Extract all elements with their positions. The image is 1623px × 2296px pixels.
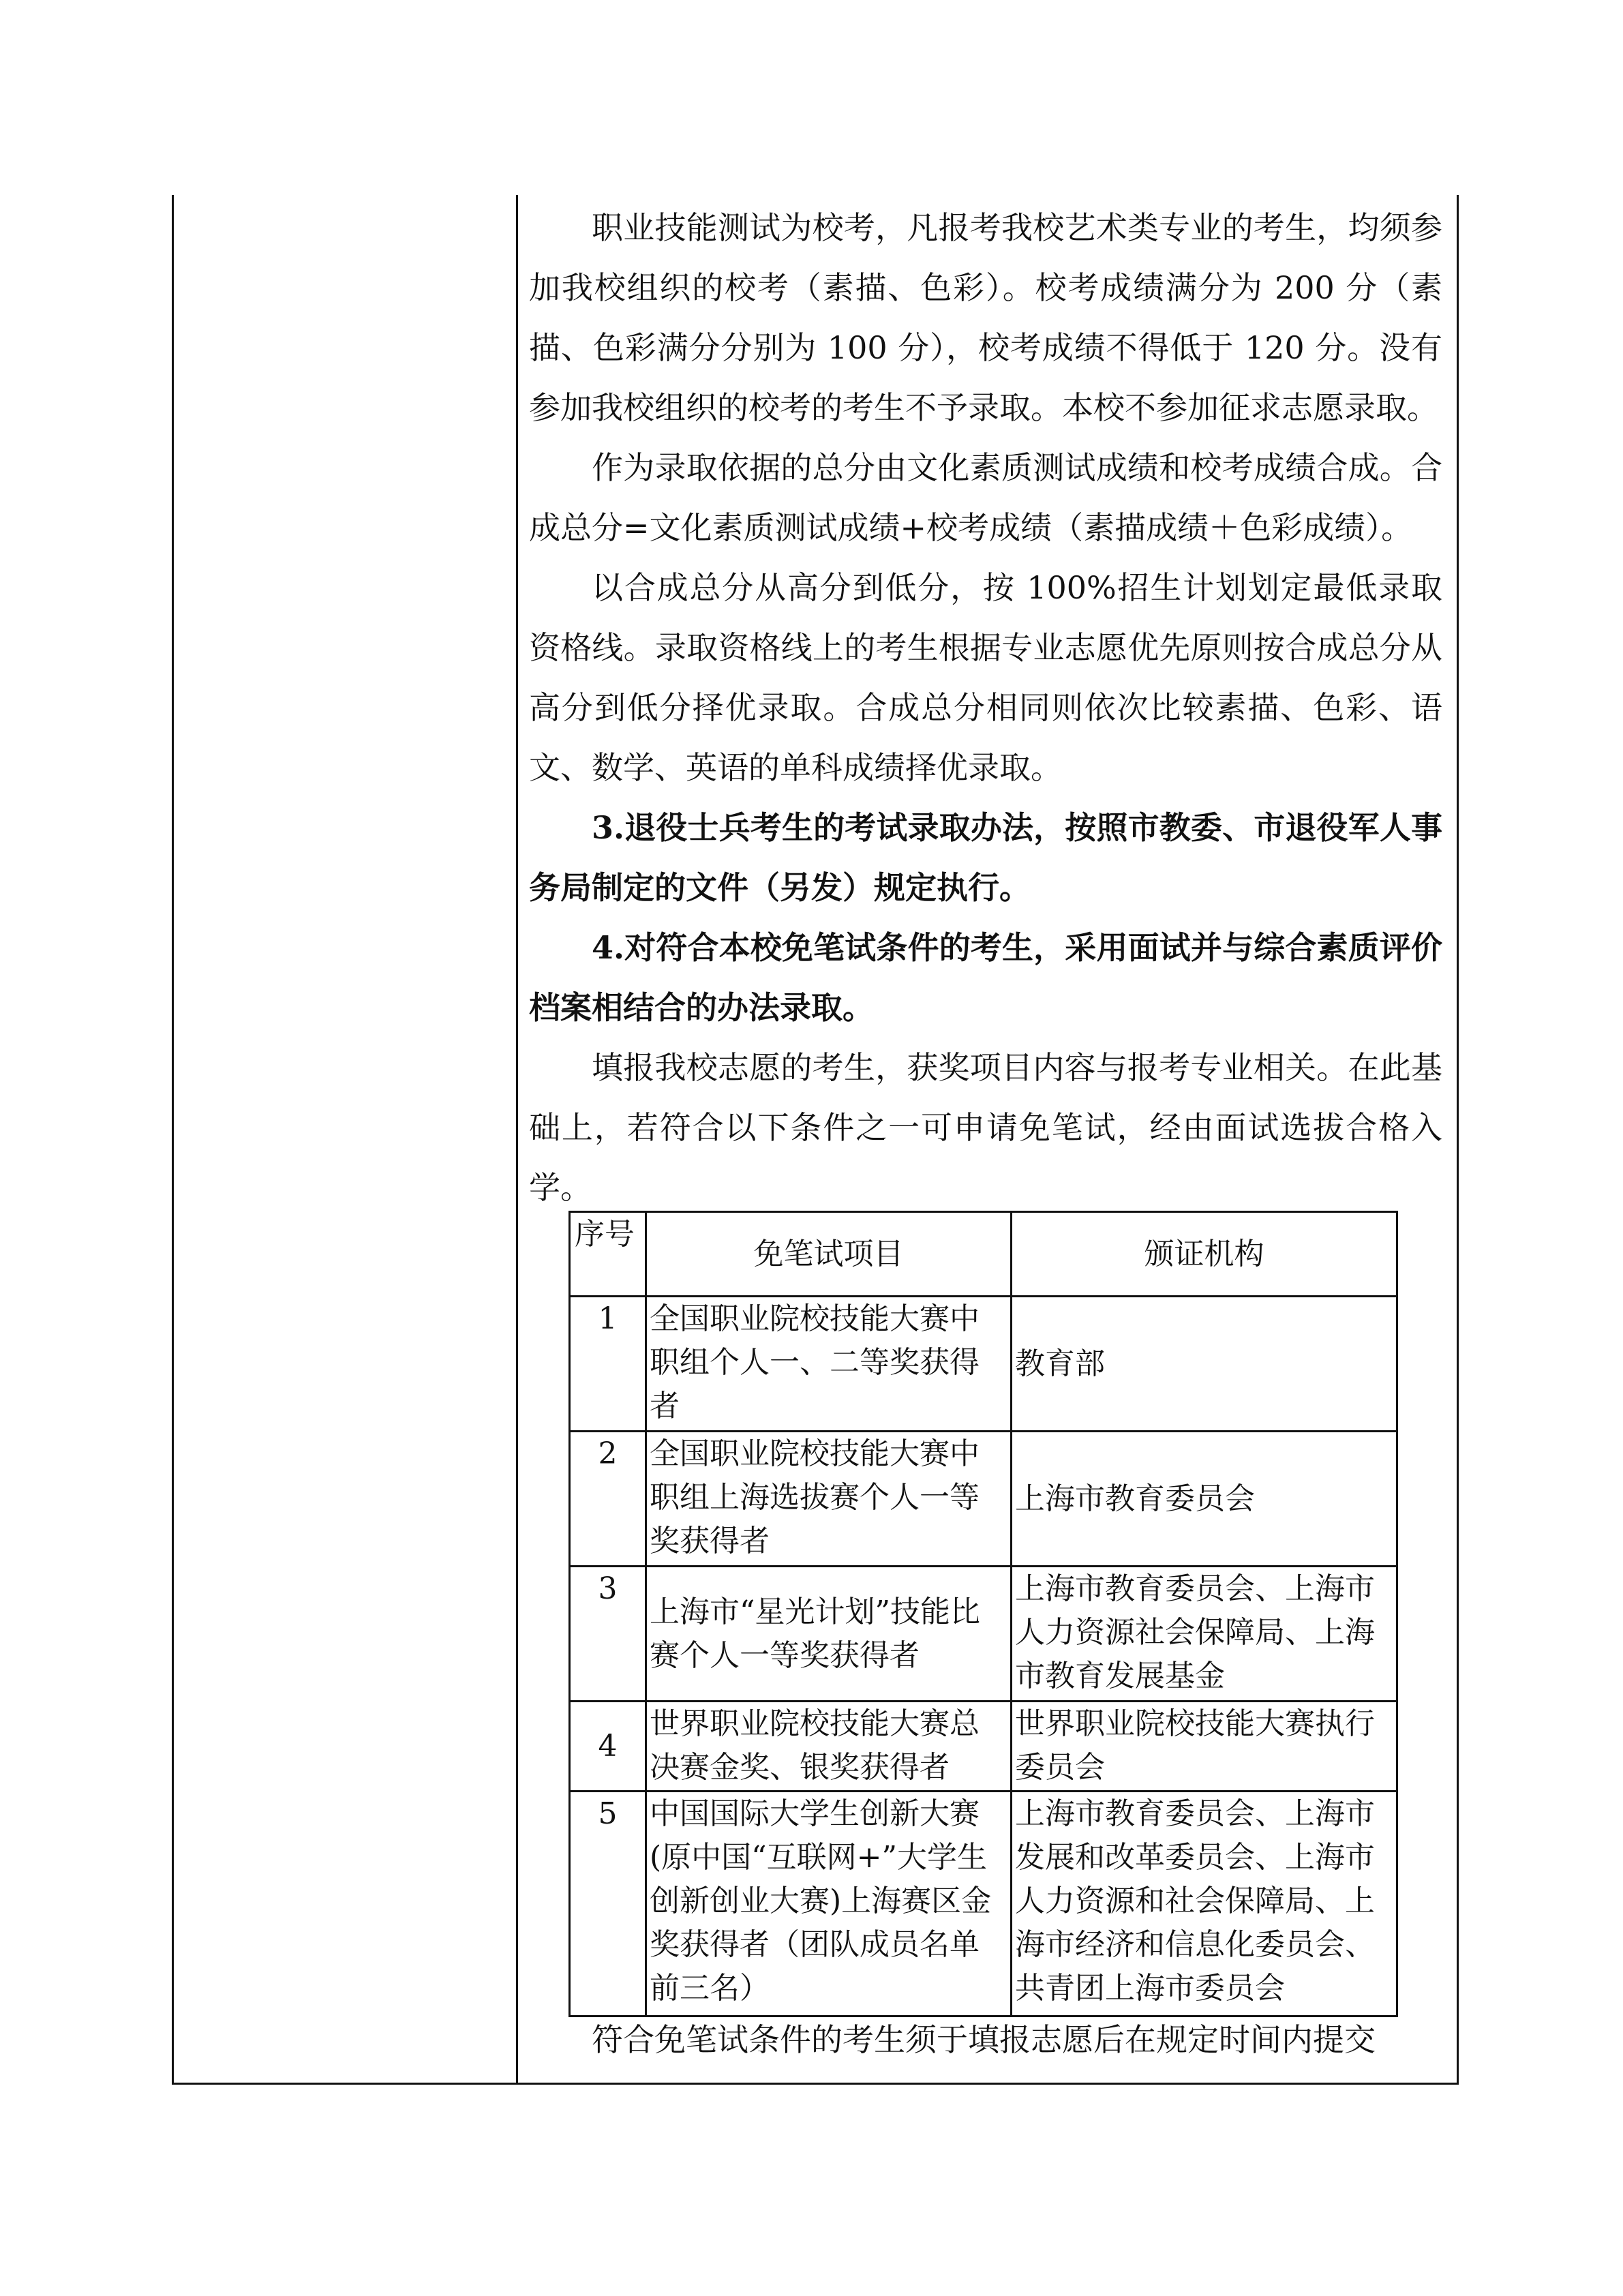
cell-seq: 3: [570, 1567, 646, 1702]
cell-issuer: 教育部: [1012, 1297, 1397, 1432]
cell-issuer: 上海市教育委员会、上海市发展和改革委员会、上海市人力资源和社会保障局、上海市经济和信息化委员会、共青团上海市委员会: [1012, 1792, 1397, 2016]
cell-seq: 1: [570, 1297, 646, 1432]
paragraph-exemption-conditions: 填报我校志愿的考生，获奖项目内容与报考专业相关。在此基础上，若符合以下条件之一可申请免笔试，经由面试选拔合格入学。: [529, 1049, 1442, 1206]
paragraph-exemption: 4.对符合本校免笔试条件的考生，采用面试并与综合素质评价档案相结合的办法录取。: [529, 929, 1442, 1026]
table-row: [570, 1567, 1397, 1702]
cell-item: 全国职业院校技能大赛中职组个人一、二等奖获得者: [646, 1297, 1012, 1432]
cell-issuer: 世界职业院校技能大赛执行委员会: [1012, 1702, 1397, 1792]
paragraph-admission-line: 以合成总分从高分到低分，按 100%招生计划划定最低录取资格线。录取资格线上的考生根据专业志愿优先原则按合成总分从高分到低分择优录取。合成总分相同则依次比较素描、色彩、语文、数学、英语的单科成绩择优录取。: [529, 569, 1442, 786]
frame-right-border: [1457, 195, 1459, 2085]
table-row: [570, 1702, 1397, 1792]
cell-item: 中国国际大学生创新大赛(原中国“互联网+”大学生创新创业大赛)上海赛区金奖获得者（团队成员名单前三名）: [646, 1792, 1012, 2016]
paragraph-tail: 符合免笔试条件的考生须于填报志愿后在规定时间内提交: [592, 2021, 1376, 2058]
tail-content: [529, 2010, 1442, 2070]
frame-left-border: [172, 195, 174, 2085]
cell-issuer: 上海市教育委员会: [1012, 1432, 1397, 1567]
paragraph-skill-test: 职业技能测试为校考，凡报考我校艺术类专业的考生，均须参加我校组织的校考（素描、色彩）。校考成绩满分为 200 分（素描、色彩满分分别为 100 分），校考成绩不得低于 120 分。没有参加我校组织的校考的考生不予录取。本校不参加征求志愿录取。: [529, 209, 1442, 426]
header-item: 免笔试项目: [646, 1212, 1012, 1297]
frame-column-divider: [516, 195, 518, 2085]
table-row: [570, 1792, 1397, 2016]
cell-seq: 5: [570, 1792, 646, 2016]
cell-issuer: 上海市教育委员会、上海市人力资源社会保障局、上海市教育发展基金: [1012, 1567, 1397, 1702]
table-header-row: [570, 1212, 1397, 1297]
table-row: [570, 1297, 1397, 1432]
table-row: [570, 1432, 1397, 1567]
cell-item: 上海市“星光计划”技能比赛个人一等奖获得者: [646, 1567, 1012, 1702]
header-issuer: 颁证机构: [1012, 1212, 1397, 1297]
header-seq: 序号: [570, 1212, 646, 1297]
paragraph-veterans: 3.退役士兵考生的考试录取办法，按照市教委、市退役军人事务局制定的文件（另发）规定执行。: [529, 809, 1442, 906]
cell-item: 世界职业院校技能大赛总决赛金奖、银奖获得者: [646, 1702, 1012, 1792]
cell-item: 全国职业院校技能大赛中职组上海选拔赛个人一等奖获得者: [646, 1432, 1012, 1567]
frame-bottom-border: [172, 2083, 1459, 2085]
cell-seq: 4: [570, 1702, 646, 1792]
paragraph-total-score: 作为录取依据的总分由文化素质测试成绩和校考成绩合成。合成总分=文化素质测试成绩+校考成绩（素描成绩＋色彩成绩）。: [529, 449, 1442, 546]
cell-seq: 2: [570, 1432, 646, 1567]
exemption-table: [568, 1211, 1398, 2017]
main-content: [529, 198, 1442, 1218]
